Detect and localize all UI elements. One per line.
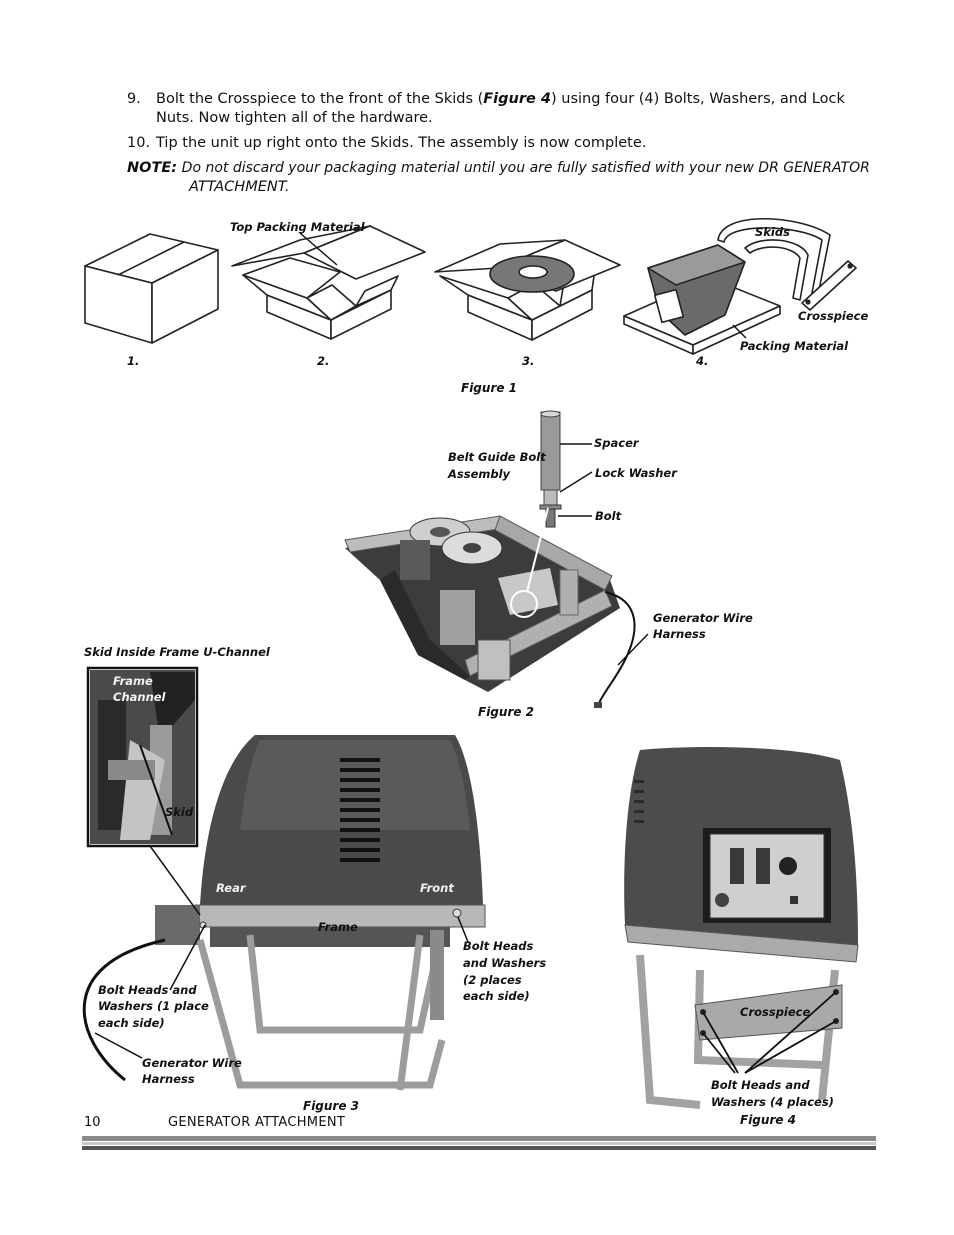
label-bolt-heads-right-2: and Washers bbox=[463, 956, 547, 970]
footer-rule-middle bbox=[82, 1142, 876, 1145]
step-10-number: 10. bbox=[127, 135, 151, 151]
label-front: Front bbox=[420, 881, 454, 895]
figure-1-caption: Figure 1 bbox=[461, 381, 518, 395]
step-number-3: 3. bbox=[522, 354, 535, 368]
label-generator-wire-fig3: Generator Wire bbox=[142, 1056, 242, 1070]
figure-2-caption: Figure 2 bbox=[478, 705, 535, 719]
label-bolt-heads-fig4-1: Bolt Heads and bbox=[711, 1078, 810, 1092]
label-lock-washer: Lock Washer bbox=[595, 466, 677, 480]
label-spacer: Spacer bbox=[594, 436, 639, 450]
label-frame-channel-1: Frame bbox=[113, 674, 153, 688]
label-bolt-heads-right-4: each side) bbox=[463, 989, 530, 1003]
footer-rule-bottom bbox=[82, 1146, 876, 1150]
step-number-2: 2. bbox=[317, 354, 330, 368]
note-line-2: ATTACHMENT. bbox=[189, 179, 290, 195]
step-10-text: Tip the unit up right onto the Skids. The assembly is now complete. bbox=[156, 135, 647, 151]
label-belt-guide-bolt: Belt Guide Bolt bbox=[448, 450, 546, 464]
step-number-4: 4. bbox=[696, 354, 709, 368]
step-number-1: 1. bbox=[127, 354, 140, 368]
label-bolt-heads-left-3: each side) bbox=[98, 1016, 165, 1030]
figure-4-reference[interactable]: Figure 4 bbox=[483, 91, 551, 107]
step-9-text-end: ) using four (4) Bolts, Washers, and Lock bbox=[550, 91, 845, 107]
note-label: NOTE: bbox=[127, 160, 178, 176]
label-skids: Skids bbox=[755, 225, 790, 239]
label-crosspiece-fig1: Crosspiece bbox=[798, 309, 869, 323]
label-bolt-heads-left-1: Bolt Heads and bbox=[98, 983, 197, 997]
label-bolt-heads-right-3: (2 places bbox=[463, 973, 522, 987]
label-rear: Rear bbox=[216, 881, 246, 895]
page-number: 10 bbox=[84, 1115, 101, 1130]
step-9-number: 9. bbox=[127, 91, 141, 107]
label-skid: Skid bbox=[165, 805, 194, 819]
label-bolt-heads-fig4-2: Washers (4 places) bbox=[711, 1095, 834, 1109]
step-9-text: Bolt the Crosspiece to the front of the Skids ( bbox=[156, 91, 484, 107]
footer-rule-top bbox=[82, 1136, 876, 1141]
footer-title: GENERATOR ATTACHMENT bbox=[168, 1115, 346, 1130]
label-bolt-heads-left-2: Washers (1 place bbox=[98, 999, 209, 1013]
label-crosspiece-fig4: Crosspiece bbox=[740, 1005, 811, 1019]
generator-front-view-photo bbox=[624, 747, 858, 1105]
label-frame-channel-2: Channel bbox=[113, 690, 166, 704]
label-generator-harness: Harness bbox=[653, 627, 706, 641]
label-belt-guide-assembly: Assembly bbox=[448, 467, 511, 481]
label-top-packing-material: Top Packing Material bbox=[230, 220, 365, 234]
label-frame: Frame bbox=[318, 920, 358, 934]
inset-title: Skid Inside Frame U-Channel bbox=[84, 645, 270, 659]
label-harness-fig3: Harness bbox=[142, 1072, 195, 1086]
label-generator-wire: Generator Wire bbox=[653, 611, 753, 625]
label-bolt: Bolt bbox=[595, 509, 622, 523]
figure-4-caption: Figure 4 bbox=[740, 1113, 797, 1127]
step-9-line-2: Nuts. Now tighten all of the hardware. bbox=[156, 110, 433, 126]
label-bolt-heads-right-1: Bolt Heads bbox=[463, 939, 534, 953]
figure-3-caption: Figure 3 bbox=[303, 1099, 360, 1113]
label-packing-material: Packing Material bbox=[740, 339, 849, 353]
note-line-1: Do not discard your packaging material until you are fully satisfied with your new DR GENERATOR bbox=[181, 160, 870, 176]
